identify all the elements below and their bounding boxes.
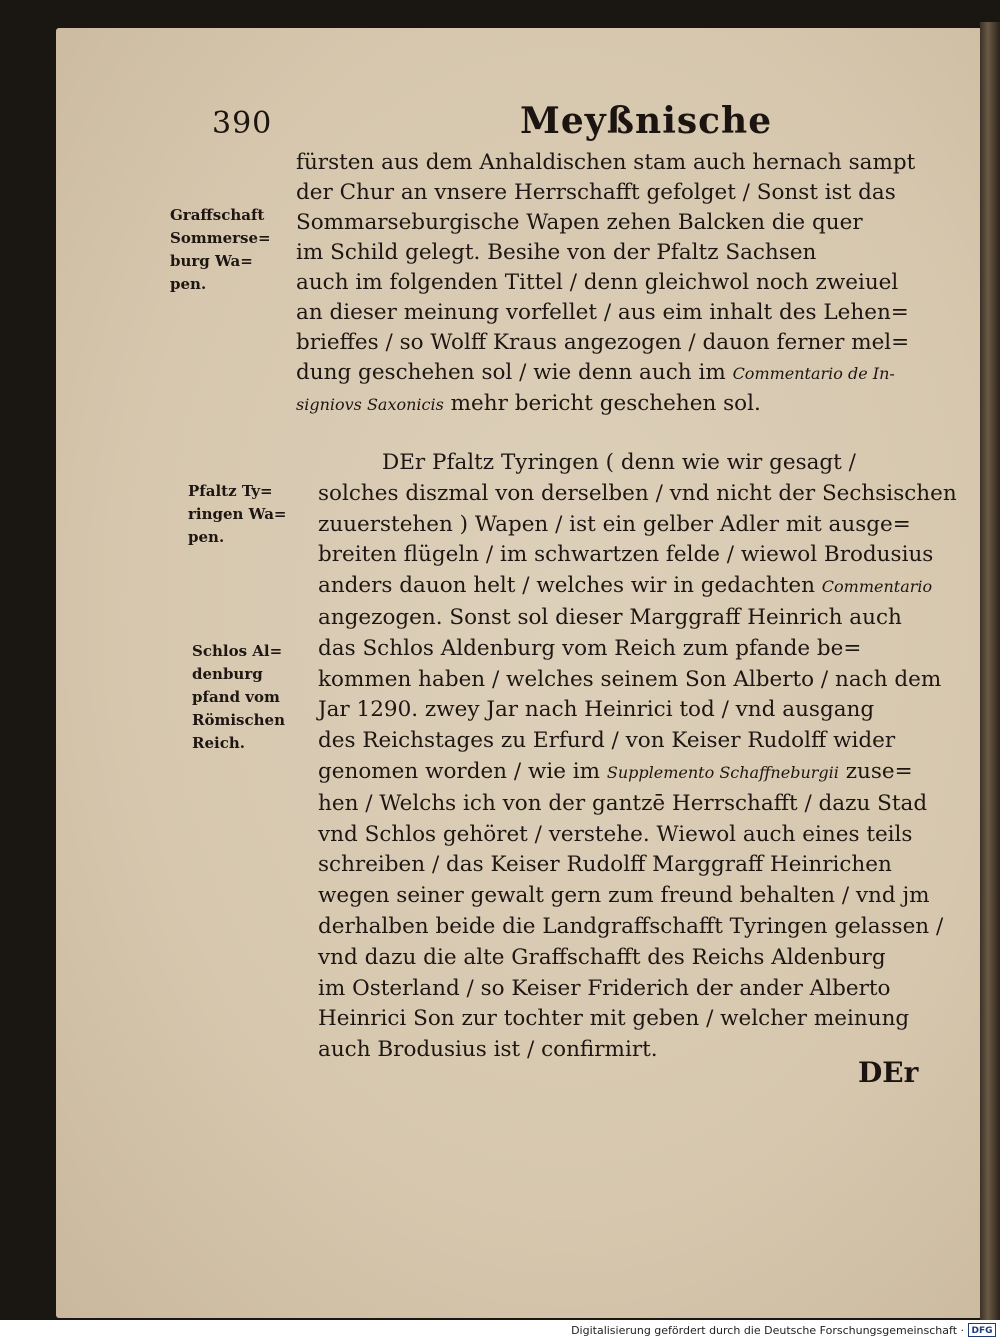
text-line bbox=[318, 757, 918, 789]
text-line: Jar 1290. zwey Jar nach Heinrici tod / vnd ausgang bbox=[318, 697, 875, 723]
text-line: an dieser meinung vorfellet / aus eim inhalt des Lehen= bbox=[296, 300, 909, 325]
text-line: hen / Welchs ich von der gantzē Herrschafft / dazu Stad bbox=[318, 790, 928, 816]
latin-citation: Commentario bbox=[821, 577, 933, 597]
text-line bbox=[318, 571, 933, 603]
paragraph-1 bbox=[296, 148, 921, 420]
text-line: angezogen. Sonst sol dieser Marggraff Heinrich auch bbox=[318, 604, 902, 630]
text-line: des Reichstages zu Erfurd / von Keiser Rudolff wider bbox=[318, 728, 896, 754]
text-line: vnd dazu die alte Graffschafft des Reichs Aldenburg bbox=[318, 944, 886, 970]
margin-note-pfaltz bbox=[188, 480, 316, 549]
text-line: vnd Schlos gehöret / verstehe. Wiewol auch eines teils bbox=[318, 821, 913, 847]
latin-citation: Supplemento Schaffneburgii bbox=[606, 762, 839, 782]
latin-citation: Commentario de In- bbox=[732, 364, 895, 383]
text-line bbox=[296, 358, 921, 389]
text-line: im Schild gelegt. Besihe von der Pfaltz Sachsen bbox=[296, 240, 817, 265]
margin-note-line: Graffschaft bbox=[170, 206, 265, 224]
margin-note-line: Pfaltz Ty= bbox=[188, 482, 273, 500]
text-line: auch im folgenden Tittel / denn gleichwol noch zweiuel bbox=[296, 270, 899, 295]
text-line: schreiben / das Keiser Rudolff Marggraff Heinrichen bbox=[318, 852, 892, 878]
text-run: mehr bericht geschehen sol. bbox=[450, 391, 761, 416]
text-line: fürsten aus dem Anhaldischen stam auch hernach sampt bbox=[296, 150, 916, 175]
text-line: zuuerstehen ) Wapen / ist ein gelber Adler mit ausge= bbox=[318, 511, 911, 537]
page-edge bbox=[980, 22, 1000, 1322]
text-run: genomen worden / wie im bbox=[318, 758, 601, 784]
margin-note-line: Römischen bbox=[192, 711, 285, 729]
text-run: anders dauon helt / welches wir in gedachten bbox=[318, 573, 815, 599]
margin-note-line: pen. bbox=[170, 275, 207, 293]
text-line: brieffes / so Wolff Kraus angezogen / dauon ferner mel= bbox=[296, 330, 910, 355]
dfg-logo: DFG bbox=[968, 1323, 996, 1337]
text-line: Sommarseburgische Wapen zehen Balcken die quer bbox=[296, 210, 863, 235]
text-line: im Osterland / so Keiser Friderich der ander Alberto bbox=[318, 975, 891, 1001]
margin-note-line: Schlos Al= bbox=[192, 642, 283, 660]
text-line: wegen seiner gewalt gern zum freund behalten / vnd jm bbox=[318, 883, 930, 909]
margin-note-line: denburg bbox=[192, 665, 263, 683]
text-line: breiten flügeln / im schwartzen felde / wiewol Brodusius bbox=[318, 542, 934, 568]
margin-note-line: pfand vom bbox=[192, 688, 280, 706]
text-line: kommen haben / welches seinem Son Alberto / nach dem bbox=[318, 666, 942, 692]
text-line: derhalben beide die Landgraffschafft Tyringen gelassen / bbox=[318, 913, 944, 939]
text-line: Heinrici Son zur tochter mit geben / welcher meinung bbox=[318, 1006, 910, 1032]
catchword: DEr bbox=[858, 1056, 919, 1089]
text-line: auch Brodusius ist / confirmirt. bbox=[318, 1037, 658, 1063]
margin-note-line: Sommerse= bbox=[170, 229, 271, 247]
text-line bbox=[296, 389, 921, 420]
margin-note-graffschaft bbox=[170, 204, 298, 296]
margin-note-schlos bbox=[192, 640, 320, 755]
footer-bar bbox=[0, 1320, 1000, 1341]
running-head: Meyßnische bbox=[520, 100, 773, 142]
margin-note-line: ringen Wa= bbox=[188, 505, 287, 523]
text-run: dung geschehen sol / wie denn auch im bbox=[296, 360, 726, 385]
margin-note-line: burg Wa= bbox=[170, 252, 253, 270]
text-line: der Chur an vnsere Herrschafft gefolget / Sonst ist das bbox=[296, 180, 896, 205]
text-run: zuse= bbox=[845, 758, 913, 784]
funding-credit: Digitalisierung gefördert durch die Deutsche Forschungsgemeinschaft · bbox=[571, 1324, 964, 1337]
paragraph-2 bbox=[318, 448, 957, 1066]
latin-citation: signiovs Saxonicis bbox=[296, 395, 444, 414]
text-line: DEr Pfaltz Tyringen ( denn wie wir gesagt / bbox=[382, 450, 856, 475]
margin-note-line: pen. bbox=[188, 528, 225, 546]
margin-note-line: Reich. bbox=[192, 734, 245, 752]
text-line: das Schlos Aldenburg vom Reich zum pfande be= bbox=[318, 635, 862, 661]
text-line: solches diszmal von derselben / vnd nicht der Sechsischen bbox=[318, 480, 957, 506]
page-number: 390 bbox=[212, 106, 273, 141]
